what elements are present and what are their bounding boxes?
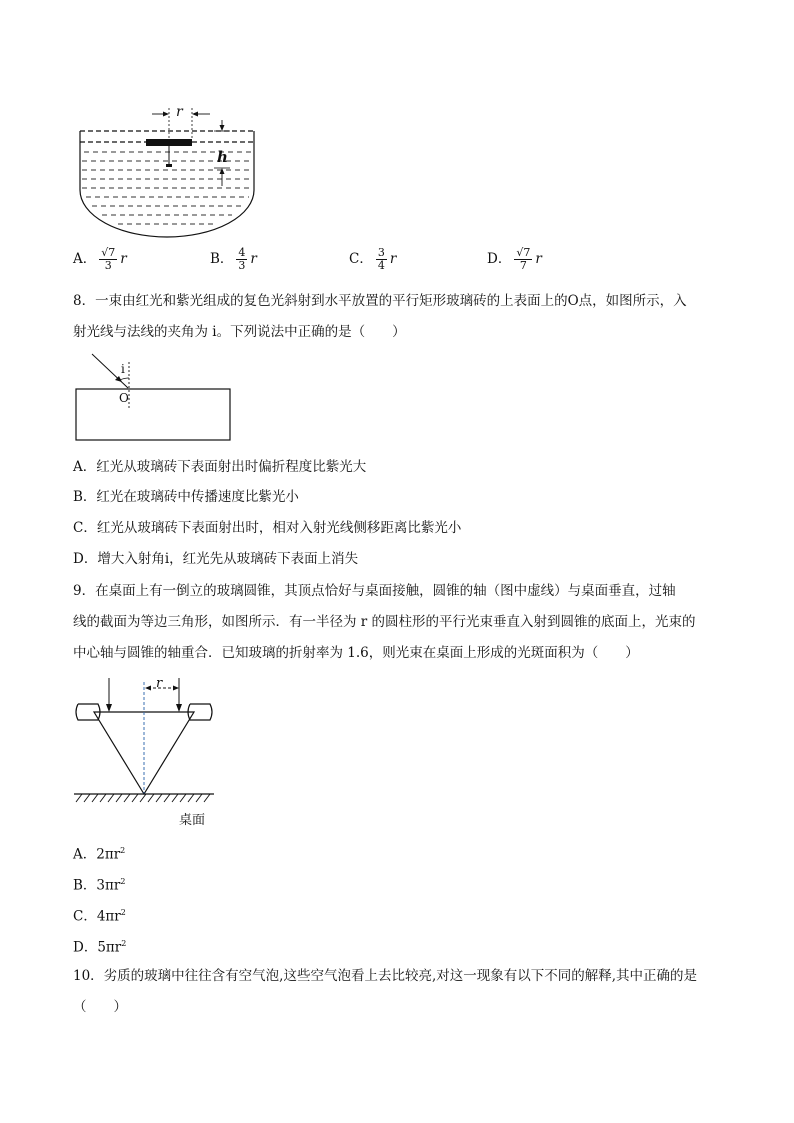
option-value: 5πr — [97, 939, 122, 956]
q8-stem-line-2: 射光线与法线的夹角为 i。下列说法中正确的是（ ） — [73, 324, 406, 340]
variable: r — [389, 251, 397, 267]
q8-stem-line-1: 8．一束由红光和紫光组成的复色光斜射到水平放置的平行矩形玻璃砖的上表面上的O点，如图所示，入 — [73, 293, 687, 309]
option-letter: C． — [349, 251, 373, 267]
q9-option-a[interactable] — [73, 842, 125, 864]
fraction-denominator: 3 — [238, 259, 246, 272]
exponent: 2 — [120, 908, 126, 917]
q9-r-label: r — [156, 676, 163, 691]
q7-r-label: r — [176, 104, 183, 120]
q7-bowl-figure — [70, 102, 270, 242]
q7-option-a[interactable] — [73, 247, 127, 272]
q8-option-b[interactable]: B．红光在玻璃砖中传播速度比紫光小 — [73, 489, 299, 505]
q9-option-b[interactable] — [73, 873, 125, 895]
fraction-denominator: 4 — [377, 259, 385, 272]
q7-h-label: h — [217, 148, 228, 166]
q9-stem-line-3: 中心轴与圆锥的轴重合．已知玻璃的折射率为 1.6，则光束在桌面上形成的光斑面积为（ ） — [73, 645, 639, 661]
option-value: 2πr — [96, 846, 121, 863]
fraction-numerator: √7 — [516, 246, 531, 259]
q9-stem-line-2: 线的截面为等边三角形，如图所示．有一半径为 r 的圆柱形的平行光束垂直入射到圆锥的底面上，光束的 — [73, 614, 696, 630]
fraction — [376, 247, 387, 272]
exponent: 2 — [121, 939, 127, 948]
fraction-denominator: 7 — [519, 259, 527, 272]
q8-option-c[interactable]: C．红光从玻璃砖下表面射出时，相对入射光线侧移距离比紫光小 — [73, 520, 462, 536]
option-letter: A． — [73, 251, 97, 267]
exponent: 2 — [120, 846, 126, 855]
fraction — [514, 247, 532, 272]
option-letter: A． — [73, 846, 97, 863]
q8-angle-label: i — [121, 362, 125, 376]
q9-option-d[interactable] — [73, 935, 126, 957]
fraction-numerator: √7 — [101, 246, 116, 259]
q8-option-a[interactable]: A．红光从玻璃砖下表面射出时偏折程度比紫光大 — [73, 459, 367, 475]
fraction-numerator: 4 — [238, 246, 246, 259]
q9-option-c[interactable] — [73, 904, 126, 926]
option-value: 3πr — [96, 877, 121, 894]
option-letter: B． — [73, 877, 97, 894]
q8-glass-brick-figure — [72, 348, 237, 444]
fraction-numerator: 3 — [377, 246, 385, 259]
q8-option-d[interactable]: D．增大入射角i，红光先从玻璃砖下表面上消失 — [73, 551, 359, 567]
q9-stem-line-1: 9．在桌面上有一倒立的玻璃圆锥，其顶点恰好与桌面接触，圆锥的轴（图中虚线）与桌面垂直，过轴 — [73, 583, 676, 599]
variable: r — [250, 251, 257, 267]
option-letter: B． — [210, 251, 234, 267]
exponent: 2 — [120, 877, 126, 886]
q9-cone-figure — [72, 676, 222, 806]
option-letter: D． — [487, 251, 512, 267]
variable: r — [535, 251, 542, 267]
fraction — [236, 247, 247, 272]
q7-option-b[interactable] — [210, 247, 257, 272]
option-letter: D． — [73, 939, 98, 956]
option-value: 4πr — [96, 908, 121, 925]
variable: r — [120, 251, 127, 267]
q7-option-d[interactable] — [487, 247, 542, 272]
option-letter: C． — [73, 908, 97, 925]
q10-stem-line-2: （ ） — [73, 999, 127, 1015]
q7-option-c[interactable] — [349, 247, 396, 272]
fraction — [99, 247, 117, 272]
q10-stem-line-1: 10．劣质的玻璃中往往含有空气泡,这些空气泡看上去比较亮,对这一现象有以下不同的解释,其中正确的是 — [73, 968, 698, 984]
q9-table-label: 桌面 — [179, 813, 206, 828]
fraction-denominator: 3 — [104, 259, 112, 272]
q8-point-label: O — [119, 391, 129, 405]
